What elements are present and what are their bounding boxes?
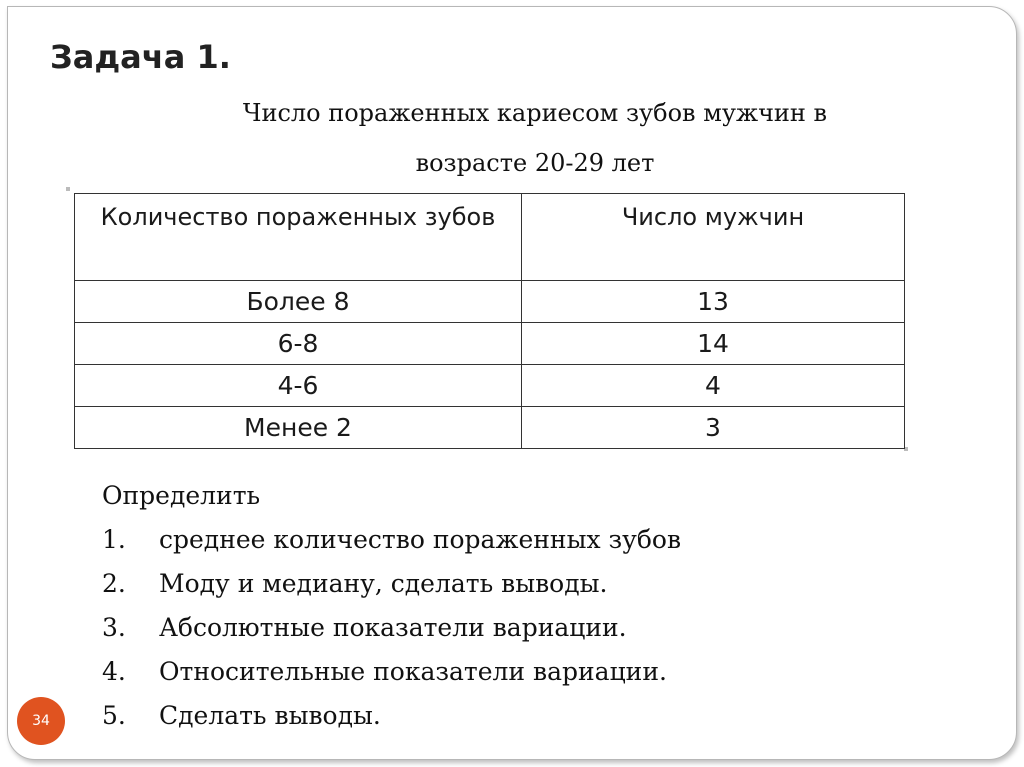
table-row — [75, 407, 905, 449]
task-item — [102, 518, 681, 562]
task-item-text: Относительные показатели вариации. — [159, 657, 667, 686]
table-row — [75, 365, 905, 407]
table-cell-men-count: 14 — [522, 323, 905, 365]
task-list — [102, 474, 681, 738]
table-caption-line-2: возрасте 20-29 лет — [415, 149, 655, 177]
table-header-cell: Количество пораженных зубов — [75, 194, 522, 281]
task-intro: Определить — [102, 481, 261, 510]
table-cell-men-count: 4 — [522, 365, 905, 407]
task-item — [102, 650, 681, 694]
table-header-cell: Число мужчин — [522, 194, 905, 281]
table-cell-men-count: 13 — [522, 281, 905, 323]
table-corner-mark-top-left — [66, 187, 70, 191]
task-item-number: 1. — [102, 525, 126, 554]
table-caption-line-1: Число пораженных кариесом зубов мужчин в — [242, 99, 828, 127]
table-header-row — [75, 194, 905, 281]
task-item — [102, 562, 681, 606]
table-cell-teeth-range: Менее 2 — [75, 407, 522, 449]
task-item-number: 5. — [102, 701, 126, 730]
page-number-badge: 34 — [17, 697, 65, 745]
task-item-number: 3. — [102, 613, 126, 642]
task-item-text: Абсолютные показатели вариации. — [159, 613, 627, 642]
task-item-number: 2. — [102, 569, 126, 598]
task-item-text: среднее количество пораженных зубов — [159, 525, 682, 554]
table-cell-men-count: 3 — [522, 407, 905, 449]
task-item — [102, 694, 681, 738]
task-item-text: Сделать выводы. — [159, 701, 381, 730]
slide-title: Задача 1. — [50, 38, 231, 76]
table-row — [75, 323, 905, 365]
table-cell-teeth-range: 6-8 — [75, 323, 522, 365]
data-table — [74, 193, 905, 449]
table-cell-teeth-range: Более 8 — [75, 281, 522, 323]
task-item — [102, 606, 681, 650]
table-cell-teeth-range: 4-6 — [75, 365, 522, 407]
task-item-text: Моду и медиану, сделать выводы. — [159, 569, 608, 598]
table-row — [75, 281, 905, 323]
task-item-number: 4. — [102, 657, 126, 686]
